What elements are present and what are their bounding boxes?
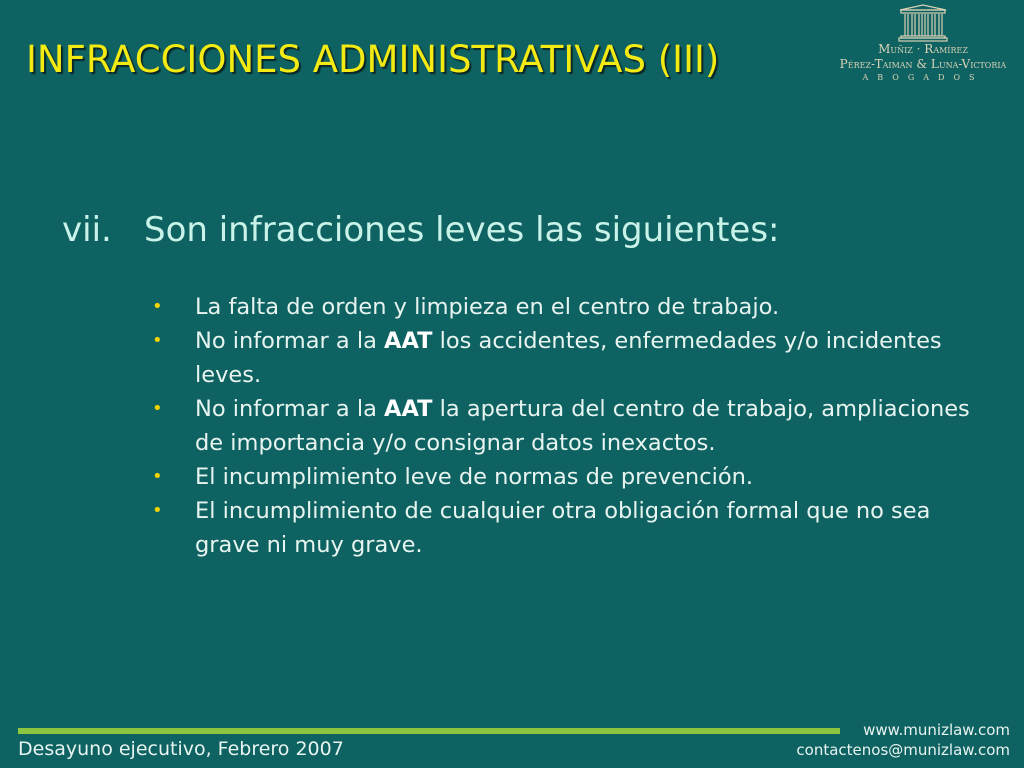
list-item [152,290,992,324]
bullet-marker: • [152,500,163,521]
footer-accent-bar [18,728,840,734]
firm-logo [818,4,1024,90]
logo-firm-name-line1: Muñiz · Ramírez [878,42,968,56]
bullet-bold-term: AAT [384,328,433,354]
logo-firm-name-line2: Pérez-Taiman & Luna-Victoria [839,57,1007,71]
heading-text: Son infracciones leves las siguientes: [144,210,780,250]
slide-title: INFRACCIONES ADMINISTRATIVAS (III) [26,38,720,81]
bullet-text-cont: los accidentes, enfermedades y/o incidentes leves. [195,328,942,388]
footer-event-label: Desayuno ejecutivo, Febrero 2007 [18,738,344,760]
section-heading [62,210,780,250]
bullet-marker: • [152,398,163,419]
bullet-marker: • [152,330,163,351]
bullet-list [152,290,992,562]
list-item [152,392,992,460]
footer-email: contactenos@munizlaw.com [796,741,1010,759]
list-item [152,460,992,494]
bullet-text: No informar a la [195,396,385,422]
bullet-text: El incumplimiento de cualquier otra obligación formal que no sea grave ni muy grave. [195,498,931,558]
bullet-text: La falta de orden y limpieza en el centro de trabajo. [195,294,780,320]
bullet-text-cont: la apertura del centro de trabajo, ampliaciones de importancia y/o consignar datos inexactos. [195,396,970,456]
footer-website: www.munizlaw.com [863,721,1010,739]
bullet-marker: • [152,466,163,487]
bullet-text: No informar a la [195,328,385,354]
footer-contact [796,720,1010,760]
bullet-text: El incumplimiento leve de normas de prevención. [195,464,753,490]
bullet-marker: • [152,296,163,317]
logo-firm-tagline: ABOGADOS [862,73,984,82]
list-item [152,324,992,392]
bullet-bold-term: AAT [384,396,433,422]
heading-number: vii. [62,210,112,250]
building-columns-icon [898,4,948,42]
list-item [152,494,992,562]
